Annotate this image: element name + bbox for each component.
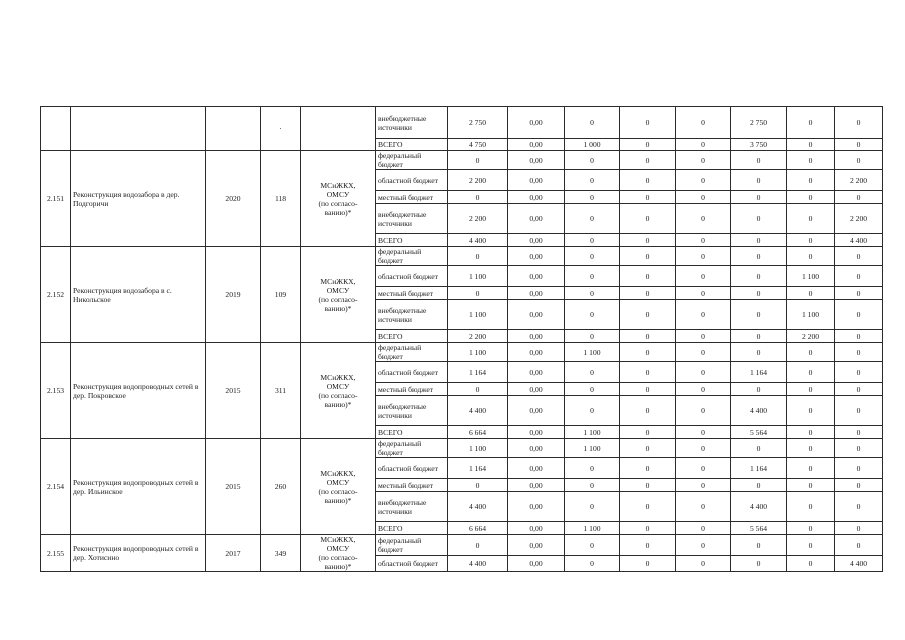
value-cell-y2015: 1 100 xyxy=(565,439,620,458)
value-cell-total: 4 400 xyxy=(448,396,508,426)
project-power-cell: · xyxy=(261,107,301,151)
project-name-cell xyxy=(71,107,206,151)
value-cell-y2014: 0,00 xyxy=(508,343,565,362)
value-cell-y2016: 0 xyxy=(620,556,676,572)
value-cell-y2018: 2 750 xyxy=(731,107,787,139)
value-cell-y2016: 0 xyxy=(620,330,676,343)
value-cell-y2017: 0 xyxy=(676,396,731,426)
value-cell-y2020: 2 200 xyxy=(835,170,883,191)
value-cell-y2015: 1 100 xyxy=(565,426,620,439)
responsible-line: ОМСУ xyxy=(326,477,350,487)
value-cell-y2020: 0 xyxy=(835,247,883,266)
responsible-line: (по согласо- xyxy=(318,198,358,208)
value-cell-y2014: 0,00 xyxy=(508,107,565,139)
value-cell-y2014: 0,00 xyxy=(508,170,565,191)
project-id-cell: 2.152 xyxy=(41,247,71,343)
value-cell-y2014: 0,00 xyxy=(508,204,565,234)
value-cell-y2020: 4 400 xyxy=(835,556,883,572)
value-cell-y2017: 0 xyxy=(676,266,731,287)
value-cell-y2015: 0 xyxy=(565,396,620,426)
value-cell-total: 6 664 xyxy=(448,426,508,439)
source-cell-offbudget: внебюджетные источники xyxy=(376,204,448,234)
responsible-cell xyxy=(301,343,376,439)
value-cell-total: 0 xyxy=(448,287,508,300)
responsible-cell xyxy=(301,247,376,343)
value-cell-y2014: 0,00 xyxy=(508,535,565,556)
value-cell-y2014: 0,00 xyxy=(508,234,565,247)
value-cell-y2015: 0 xyxy=(565,479,620,492)
value-cell-y2019: 0 xyxy=(787,247,835,266)
value-cell-y2018: 0 xyxy=(731,383,787,396)
value-cell-y2020: 0 xyxy=(835,266,883,287)
project-power-cell: 260 xyxy=(261,439,301,535)
value-cell-y2015: 1 100 xyxy=(565,343,620,362)
value-cell-y2016: 0 xyxy=(620,191,676,204)
project-id-cell: 2.153 xyxy=(41,343,71,439)
value-cell-total: 6 664 xyxy=(448,522,508,535)
value-cell-y2014: 0,00 xyxy=(508,287,565,300)
responsible-line: ванию)* xyxy=(324,562,352,571)
value-cell-y2017: 0 xyxy=(676,522,731,535)
responsible-line: ОМСУ xyxy=(326,285,350,295)
value-cell-y2015: 0 xyxy=(565,107,620,139)
value-cell-y2017: 0 xyxy=(676,492,731,522)
value-cell-y2017: 0 xyxy=(676,535,731,556)
value-cell-y2014: 0,00 xyxy=(508,556,565,572)
table-row xyxy=(41,107,883,139)
project-power-cell: 109 xyxy=(261,247,301,343)
value-cell-y2019: 0 xyxy=(787,439,835,458)
value-cell-y2020: 0 xyxy=(835,396,883,426)
value-cell-y2016: 0 xyxy=(620,170,676,191)
value-cell-y2015: 0 xyxy=(565,458,620,479)
value-cell-y2016: 0 xyxy=(620,492,676,522)
value-cell-y2017: 0 xyxy=(676,204,731,234)
value-cell-y2019: 0 xyxy=(787,170,835,191)
value-cell-y2018: 0 xyxy=(731,535,787,556)
value-cell-y2017: 0 xyxy=(676,234,731,247)
responsible-line: МСиЖКХ, xyxy=(320,535,356,544)
project-id-cell: 2.151 xyxy=(41,151,71,247)
value-cell-y2015: 0 xyxy=(565,492,620,522)
value-cell-y2020: 0 xyxy=(835,535,883,556)
value-cell-y2018: 0 xyxy=(731,479,787,492)
value-cell-y2019: 0 xyxy=(787,396,835,426)
value-cell-y2014: 0,00 xyxy=(508,522,565,535)
value-cell-y2018: 0 xyxy=(731,300,787,330)
value-cell-y2018: 0 xyxy=(731,287,787,300)
source-cell-federal: федеральный бюджет xyxy=(376,343,448,362)
responsible-line: МСиЖКХ, xyxy=(320,372,356,382)
source-cell-federal: федеральный бюджет xyxy=(376,247,448,266)
value-cell-y2016: 0 xyxy=(620,535,676,556)
value-cell-total: 1 100 xyxy=(448,439,508,458)
value-cell-y2020: 0 xyxy=(835,330,883,343)
source-cell-federal: федеральный бюджет xyxy=(376,439,448,458)
responsible-line: ванию)* xyxy=(324,207,352,217)
value-cell-y2016: 0 xyxy=(620,522,676,535)
source-cell-offbudget: внебюджетные источники xyxy=(376,107,448,139)
project-name-cell: Реконструкция водозабора в дер. Подгоричи xyxy=(71,151,206,247)
value-cell-total: 2 200 xyxy=(448,204,508,234)
value-cell-y2018: 0 xyxy=(731,234,787,247)
project-id-cell: 2.155 xyxy=(41,535,71,572)
value-cell-y2020: 0 xyxy=(835,343,883,362)
value-cell-total: 0 xyxy=(448,247,508,266)
value-cell-y2020: 0 xyxy=(835,439,883,458)
value-cell-total: 2 750 xyxy=(448,107,508,139)
value-cell-y2017: 0 xyxy=(676,426,731,439)
value-cell-y2019: 0 xyxy=(787,492,835,522)
value-cell-total: 2 200 xyxy=(448,170,508,191)
responsible-cell xyxy=(301,439,376,535)
source-cell-offbudget: внебюджетные источники xyxy=(376,300,448,330)
value-cell-total: 1 100 xyxy=(448,343,508,362)
value-cell-y2016: 0 xyxy=(620,458,676,479)
funding-table-body xyxy=(41,107,883,572)
value-cell-y2018: 0 xyxy=(731,204,787,234)
value-cell-y2015: 0 xyxy=(565,204,620,234)
value-cell-y2017: 0 xyxy=(676,362,731,383)
value-cell-y2014: 0,00 xyxy=(508,479,565,492)
value-cell-total: 0 xyxy=(448,151,508,170)
value-cell-y2016: 0 xyxy=(620,151,676,170)
value-cell-y2019: 0 xyxy=(787,151,835,170)
source-cell-local: местный бюджет xyxy=(376,287,448,300)
value-cell-total: 0 xyxy=(448,479,508,492)
value-cell-y2014: 0,00 xyxy=(508,300,565,330)
value-cell-y2016: 0 xyxy=(620,426,676,439)
value-cell-y2020: 0 xyxy=(835,383,883,396)
value-cell-y2016: 0 xyxy=(620,383,676,396)
value-cell-total: 0 xyxy=(448,535,508,556)
responsible-line: МСиЖКХ, xyxy=(320,468,356,478)
value-cell-y2015: 1 100 xyxy=(565,522,620,535)
value-cell-y2015: 0 xyxy=(565,362,620,383)
value-cell-y2017: 0 xyxy=(676,139,731,151)
project-id-cell xyxy=(41,107,71,151)
value-cell-y2018: 0 xyxy=(731,266,787,287)
value-cell-y2014: 0,00 xyxy=(508,458,565,479)
value-cell-y2017: 0 xyxy=(676,151,731,170)
value-cell-total: 0 xyxy=(448,383,508,396)
value-cell-y2019: 2 200 xyxy=(787,330,835,343)
responsible-line: (по согласо- xyxy=(318,553,358,562)
value-cell-y2018: 1 164 xyxy=(731,458,787,479)
value-cell-y2015: 0 xyxy=(565,151,620,170)
value-cell-y2016: 0 xyxy=(620,362,676,383)
value-cell-total: 4 750 xyxy=(448,139,508,151)
value-cell-y2015: 0 xyxy=(565,535,620,556)
source-cell-local: местный бюджет xyxy=(376,479,448,492)
value-cell-y2017: 0 xyxy=(676,556,731,572)
source-cell-regional: областной бюджет xyxy=(376,556,448,572)
project-year-cell: 2015 xyxy=(206,439,261,535)
table-row xyxy=(41,247,883,266)
value-cell-y2016: 0 xyxy=(620,300,676,330)
value-cell-total: 2 200 xyxy=(448,330,508,343)
value-cell-y2014: 0,00 xyxy=(508,396,565,426)
responsible-line: МСиЖКХ, xyxy=(320,180,356,190)
source-cell-offbudget: внебюджетные источники xyxy=(376,396,448,426)
source-cell-total: ВСЕГО xyxy=(376,139,448,151)
value-cell-y2014: 0,00 xyxy=(508,439,565,458)
value-cell-y2018: 0 xyxy=(731,343,787,362)
value-cell-y2016: 0 xyxy=(620,396,676,426)
project-year-cell xyxy=(206,107,261,151)
project-name-cell: Реконструкция водозабора в с. Никольское xyxy=(71,247,206,343)
value-cell-y2020: 0 xyxy=(835,492,883,522)
responsible-line: (по согласо- xyxy=(318,486,358,496)
source-cell-total: ВСЕГО xyxy=(376,426,448,439)
table-row xyxy=(41,439,883,458)
funding-table xyxy=(40,106,883,572)
value-cell-y2017: 0 xyxy=(676,300,731,330)
project-name-cell: Реконструкция водопроводных сетей в дер. Хотисино xyxy=(71,535,206,572)
value-cell-y2020: 0 xyxy=(835,300,883,330)
value-cell-y2018: 1 164 xyxy=(731,362,787,383)
value-cell-y2015: 0 xyxy=(565,170,620,191)
responsible-line: МСиЖКХ, xyxy=(320,276,356,286)
value-cell-y2018: 0 xyxy=(731,170,787,191)
source-cell-total: ВСЕГО xyxy=(376,330,448,343)
value-cell-y2017: 0 xyxy=(676,287,731,300)
responsible-line: ванию)* xyxy=(324,399,352,409)
responsible-line: ванию)* xyxy=(324,303,352,313)
value-cell-total: 1 100 xyxy=(448,266,508,287)
table-row xyxy=(41,535,883,556)
value-cell-y2016: 0 xyxy=(620,287,676,300)
value-cell-y2015: 0 xyxy=(565,330,620,343)
value-cell-y2019: 0 xyxy=(787,522,835,535)
value-cell-y2017: 0 xyxy=(676,330,731,343)
value-cell-y2019: 0 xyxy=(787,556,835,572)
value-cell-y2018: 0 xyxy=(731,439,787,458)
value-cell-y2018: 4 400 xyxy=(731,396,787,426)
value-cell-y2018: 5 564 xyxy=(731,522,787,535)
value-cell-y2016: 0 xyxy=(620,139,676,151)
value-cell-y2020: 0 xyxy=(835,191,883,204)
source-cell-local: местный бюджет xyxy=(376,191,448,204)
project-year-cell: 2020 xyxy=(206,151,261,247)
value-cell-y2015: 0 xyxy=(565,247,620,266)
value-cell-y2015: 1 000 xyxy=(565,139,620,151)
value-cell-y2014: 0,00 xyxy=(508,426,565,439)
value-cell-y2020: 0 xyxy=(835,522,883,535)
value-cell-y2017: 0 xyxy=(676,107,731,139)
value-cell-y2019: 0 xyxy=(787,204,835,234)
value-cell-y2019: 0 xyxy=(787,139,835,151)
value-cell-y2020: 0 xyxy=(835,139,883,151)
value-cell-y2017: 0 xyxy=(676,343,731,362)
value-cell-y2020: 0 xyxy=(835,458,883,479)
value-cell-y2019: 0 xyxy=(787,343,835,362)
project-year-cell: 2015 xyxy=(206,343,261,439)
value-cell-y2014: 0,00 xyxy=(508,151,565,170)
value-cell-y2014: 0,00 xyxy=(508,191,565,204)
source-cell-total: ВСЕГО xyxy=(376,234,448,247)
value-cell-y2014: 0,00 xyxy=(508,492,565,522)
source-cell-regional: областной бюджет xyxy=(376,266,448,287)
value-cell-y2018: 0 xyxy=(731,330,787,343)
value-cell-y2019: 0 xyxy=(787,287,835,300)
responsible-cell xyxy=(301,535,376,572)
value-cell-y2019: 0 xyxy=(787,458,835,479)
value-cell-y2014: 0,00 xyxy=(508,362,565,383)
value-cell-y2015: 0 xyxy=(565,300,620,330)
source-cell-local: местный бюджет xyxy=(376,383,448,396)
project-power-cell: 311 xyxy=(261,343,301,439)
project-name-cell: Реконструкция водопроводных сетей в дер. Ильинское xyxy=(71,439,206,535)
project-name-cell: Реконструкция водопроводных сетей в дер. Покровское xyxy=(71,343,206,439)
responsible-line: ванию)* xyxy=(324,495,352,505)
value-cell-y2018: 0 xyxy=(731,247,787,266)
project-id-cell: 2.154 xyxy=(41,439,71,535)
value-cell-y2016: 0 xyxy=(620,439,676,458)
value-cell-y2016: 0 xyxy=(620,247,676,266)
value-cell-y2020: 0 xyxy=(835,107,883,139)
value-cell-y2019: 0 xyxy=(787,383,835,396)
project-year-cell: 2017 xyxy=(206,535,261,572)
value-cell-y2018: 5 564 xyxy=(731,426,787,439)
value-cell-y2016: 0 xyxy=(620,107,676,139)
value-cell-total: 4 400 xyxy=(448,556,508,572)
value-cell-y2018: 4 400 xyxy=(731,492,787,522)
value-cell-y2019: 0 xyxy=(787,362,835,383)
value-cell-y2019: 0 xyxy=(787,234,835,247)
value-cell-y2019: 1 100 xyxy=(787,300,835,330)
funding-table-sheet xyxy=(40,106,882,572)
value-cell-y2016: 0 xyxy=(620,234,676,247)
value-cell-y2016: 0 xyxy=(620,479,676,492)
value-cell-y2019: 0 xyxy=(787,107,835,139)
value-cell-y2020: 0 xyxy=(835,426,883,439)
source-cell-offbudget: внебюджетные источники xyxy=(376,492,448,522)
value-cell-y2014: 0,00 xyxy=(508,266,565,287)
responsible-cell xyxy=(301,107,376,151)
value-cell-y2018: 0 xyxy=(731,556,787,572)
value-cell-total: 1 164 xyxy=(448,458,508,479)
value-cell-y2015: 0 xyxy=(565,383,620,396)
project-year-cell: 2019 xyxy=(206,247,261,343)
responsible-line: ОМСУ xyxy=(326,544,350,553)
value-cell-y2017: 0 xyxy=(676,479,731,492)
value-cell-y2018: 3 750 xyxy=(731,139,787,151)
value-cell-y2019: 0 xyxy=(787,479,835,492)
value-cell-y2020: 0 xyxy=(835,287,883,300)
value-cell-total: 0 xyxy=(448,191,508,204)
source-cell-federal: федеральный бюджет xyxy=(376,535,448,556)
value-cell-y2015: 0 xyxy=(565,287,620,300)
value-cell-y2019: 0 xyxy=(787,535,835,556)
value-cell-total: 1 100 xyxy=(448,300,508,330)
value-cell-total: 1 164 xyxy=(448,362,508,383)
value-cell-y2019: 1 100 xyxy=(787,266,835,287)
value-cell-y2020: 2 200 xyxy=(835,204,883,234)
value-cell-y2015: 0 xyxy=(565,556,620,572)
value-cell-y2020: 0 xyxy=(835,362,883,383)
value-cell-y2017: 0 xyxy=(676,170,731,191)
value-cell-y2018: 0 xyxy=(731,191,787,204)
value-cell-total: 4 400 xyxy=(448,234,508,247)
value-cell-y2017: 0 xyxy=(676,458,731,479)
value-cell-y2020: 0 xyxy=(835,479,883,492)
responsible-line: ОМСУ xyxy=(326,381,350,391)
source-cell-total: ВСЕГО xyxy=(376,522,448,535)
value-cell-total: 4 400 xyxy=(448,492,508,522)
responsible-line: (по согласо- xyxy=(318,390,358,400)
project-power-cell: 349 xyxy=(261,535,301,572)
source-cell-regional: областной бюджет xyxy=(376,170,448,191)
source-cell-regional: областной бюджет xyxy=(376,458,448,479)
value-cell-y2017: 0 xyxy=(676,383,731,396)
value-cell-y2015: 0 xyxy=(565,266,620,287)
value-cell-y2014: 0,00 xyxy=(508,247,565,266)
value-cell-y2017: 0 xyxy=(676,191,731,204)
value-cell-y2020: 0 xyxy=(835,151,883,170)
value-cell-y2018: 0 xyxy=(731,151,787,170)
value-cell-y2016: 0 xyxy=(620,266,676,287)
source-cell-federal: федеральный бюджет xyxy=(376,151,448,170)
value-cell-y2015: 0 xyxy=(565,191,620,204)
value-cell-y2016: 0 xyxy=(620,204,676,234)
source-cell-regional: областной бюджет xyxy=(376,362,448,383)
table-row xyxy=(41,151,883,170)
value-cell-y2016: 0 xyxy=(620,343,676,362)
responsible-line: ОМСУ xyxy=(326,189,350,199)
responsible-line: (по согласо- xyxy=(318,294,358,304)
value-cell-y2015: 0 xyxy=(565,234,620,247)
value-cell-y2014: 0,00 xyxy=(508,383,565,396)
value-cell-y2017: 0 xyxy=(676,439,731,458)
value-cell-y2019: 0 xyxy=(787,426,835,439)
project-power-cell: 118 xyxy=(261,151,301,247)
value-cell-y2017: 0 xyxy=(676,247,731,266)
responsible-cell xyxy=(301,151,376,247)
table-row xyxy=(41,343,883,362)
value-cell-y2014: 0,00 xyxy=(508,330,565,343)
value-cell-y2014: 0,00 xyxy=(508,139,565,151)
value-cell-y2019: 0 xyxy=(787,191,835,204)
value-cell-y2020: 4 400 xyxy=(835,234,883,247)
